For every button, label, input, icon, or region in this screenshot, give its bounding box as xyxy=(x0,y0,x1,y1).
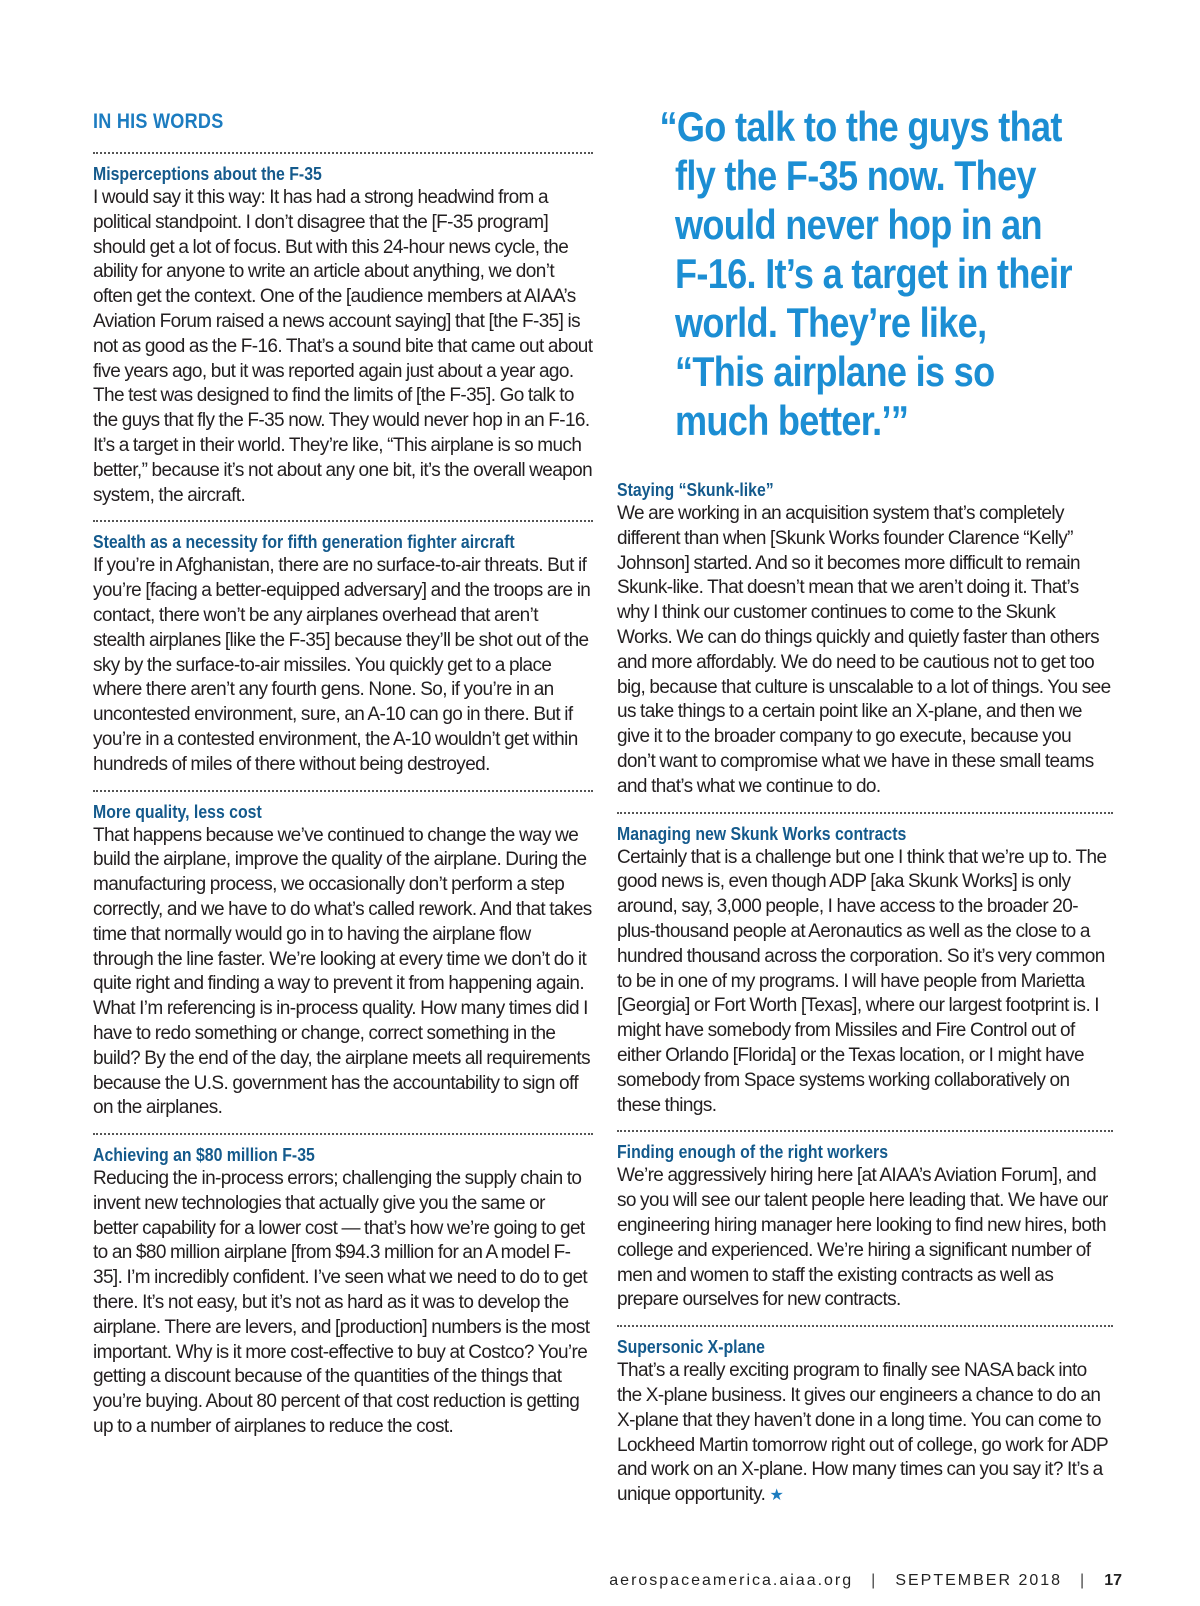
section-body: That happens because we’ve continued to change the way we build the airplane, improve the quality of the airplane. During the manufacturing process, we occasionally don’t perform a step correctly, and we have to do what’s called rework. And that takes time that normally would go in to having the airplane flow through the line faster. We’re looking at every time we don’t do it quite right and finding a way to prevent it from happening again. What I’m referencing is in-process quality. How many times did I have to redo something or change, correct something in the build? By the end of the day, the airplane meets all requirements because the U.S. government has the accountability to sign off on the airplanes. xyxy=(93,824,592,1119)
end-star-icon: ★ xyxy=(769,1487,784,1505)
qa-section xyxy=(617,814,1113,1131)
qa-section xyxy=(617,478,1113,812)
section-body-text: That’s a really exciting program to finally see NASA back into the X-plane business. It gives our engineers a chance to do an X-plane that they haven’t done in a long time. You can come to Lockheed Martin tomorrow right out of college, go work for ADP and work on an X-plane. How many times can you say it? It’s a unique opportunity. xyxy=(617,1360,1108,1506)
section-body: Certainly that is a challenge but one I think that we’re up to. The good news is, even though ADP [aka Skunk Works] is only around, say, 3,000 people, I have access to the broader 20-plus-thousand people at Aeronautics as well as the close to a hundred thousand across the corporation. So it’s very common to be in one of my programs. I will have people from Marietta [Georgia] or Fort Worth [Texas], where our largest footprint is. I might have somebody from Missiles and Fire Control out of either Orlando [Florida] or the Texas location, or I might have somebody from Space systems working collaboratively on these things. xyxy=(617,846,1107,1116)
section-heading: Misperceptions about the F-35 xyxy=(93,164,322,184)
section-body: If you’re in Afghanistan, there are no surface-to-air threats. But if you’re [facing a better-equipped adversary] and the troops are in contact, there won’t be any airplanes overhead that aren’t stealth airplanes [like the F-35] because they’ll be shot out of the sky by the surface-to-air missiles. You quickly get to a place where there aren’t any fourth gens. None. So, if you’re in an uncontested environment, sure, an A-10 can go in there. But if you’re in a contested environment, the A-10 wouldn’t get within hundreds of miles of there without being destroyed. xyxy=(93,555,591,775)
section-heading: Managing new Skunk Works contracts xyxy=(617,823,907,844)
section-kicker: IN HIS WORDS xyxy=(93,110,224,133)
section-heading: Staying “Skunk-like” xyxy=(617,480,774,500)
section-heading: Supersonic X-plane xyxy=(617,1337,765,1358)
section-heading: Stealth as a necessity for fifth generation fighter aircraft xyxy=(93,532,515,553)
section-body: We are working in an acquisition system that’s completely different than when [Skunk Works founder Clarence “Kelly” Johnson] started. And so it becomes more difficult to remain Skunk-like. That doesn’t mean that we aren’t doing it. That’s why I think our customer continues to come to the Skunk Works. We can do things quickly and quietly faster than others and more affordably. We do need to be cautious not to get too big, because that culture is unscalable to a lot of things. You see us take things to a certain point like an X-plane, and then we give it to the broader company to go execute, because you don’t want to compromise what we have in these small teams and that’s what we continue to do. xyxy=(617,503,1111,797)
section-heading: Achieving an $80 million F-35 xyxy=(93,1145,315,1166)
footer-site-link[interactable]: aerospaceamerica.aiaa.org xyxy=(609,1572,854,1589)
section-heading: Finding enough of the right workers xyxy=(617,1142,889,1163)
qa-section xyxy=(93,154,593,520)
footer-divider: | xyxy=(1080,1572,1087,1589)
footer-issue: SEPTEMBER 2018 xyxy=(895,1572,1063,1589)
page-number: 17 xyxy=(1104,1572,1122,1589)
qa-section xyxy=(93,792,593,1134)
section-body: We’re aggressively hiring here [at AIAA’s Aviation Forum], and so you will see our talent people here leading that. We have our engineering hiring manager here looking to find new hires, both college and experienced. We’re hiring a significant number of men and women to staff the existing contracts as well as prepare ourselves for new contracts. xyxy=(617,1165,1108,1311)
section-body: Reducing the in-process errors; challenging the supply chain to invent new technologies that actually give you the same or better capability for a lower cost — that’s how we’re going to get to an $80 million airplane [from $94.3 million for an A model F-35]. I’m incredibly confident. I’ve seen what we need to do to get there. It’s not easy, but it’s not as hard as it was to develop the airplane. There are levers, and [production] numbers is the most important. Why is it more cost-effective to buy at Costco? You’re getting a discount because of the quantities of the things that you’re buying. About 80 percent of that cost reduction is getting up to a number of airplanes to reduce the cost. xyxy=(93,1168,590,1438)
qa-section xyxy=(617,1327,1113,1521)
page-footer xyxy=(609,1572,1122,1590)
section-heading: More quality, less cost xyxy=(93,801,262,822)
right-column xyxy=(617,478,1113,1521)
pull-quote: “Go talk to the guys that fly the F-35 now. They would never hop in an F-16. It’s a target in their world. They’re like, “This airplane is so much better.’” xyxy=(659,103,1072,444)
left-column xyxy=(93,104,593,1452)
qa-section xyxy=(93,522,593,789)
qa-section xyxy=(617,1132,1113,1325)
footer-divider: | xyxy=(871,1572,878,1589)
section-body: I would say it this way: It has had a strong headwind from a political standpoint. I don’t disagree that the [F-35 program] should get a lot of focus. But with this 24-hour news cycle, the ability for anyone to write an article about anything, we don’t often get the context. One of the [audience members at AIAA’s Aviation Forum raised a news account saying] that [the F-35] is not as good as the F-16. That’s a sound bite that came out about five years ago, but it was reported again just about a year ago. The test was designed to find the limits of [the F-35]. Go talk to the guys that fly the F-35 now. They would never hop in an F-16. It’s a target in their world. They’re like, “This airplane is so much better,” because it’s not about any one bit, it’s the overall weapon system, the aircraft. xyxy=(93,187,593,506)
qa-section xyxy=(93,1135,593,1452)
section-body xyxy=(617,1359,1113,1509)
